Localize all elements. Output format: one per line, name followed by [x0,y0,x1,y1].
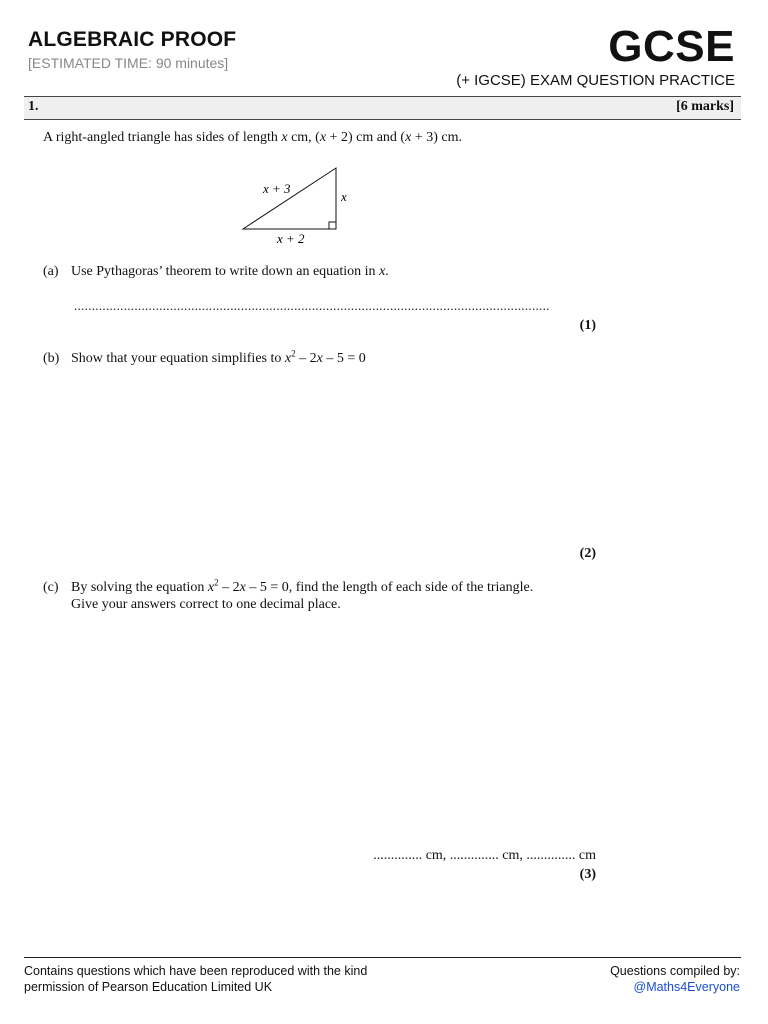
part-a-variable: x [379,264,386,279]
part-a-text [71,264,389,280]
stem-variable: x [319,130,327,145]
topic-title: ALGEBRAIC PROOF [28,28,237,51]
vertical-side-label: x [341,189,347,204]
equation-variable: x [284,351,292,366]
part-b-label: (b) [43,351,60,366]
footer-credit [610,963,740,995]
part-c-label: (c) [43,580,59,595]
part-a-answer-line[interactable]: ...................................................................................................................................... [74,298,550,313]
equation-part: – 5 = 0, find the length of each side of the triangle. [245,580,534,595]
equation-variable: x [239,580,246,595]
practice-subtitle: (+ IGCSE) EXAM QUESTION PRACTICE [456,72,735,89]
footer-permission [24,963,367,995]
stem-variable: x [281,130,288,145]
triangle-diagram [240,162,370,244]
author-handle-link[interactable]: @Maths4Everyone [633,980,740,994]
equation-part: – 2 [295,351,317,366]
stem-text: cm, ( [287,130,320,145]
footer-permission-line2: permission of Pearson Education Limited UK [24,980,273,994]
question-total-marks: [6 marks] [676,99,734,114]
stem-text: + 2) cm and ( [326,130,406,145]
part-b-text [71,348,366,367]
stem-text: A right-angled triangle has sides of length [43,130,282,145]
equation-part: – 2 [218,580,240,595]
footer-credit-label: Questions compiled by: [610,964,740,978]
part-c-instruction: Give your answers correct to one decimal place. [71,597,341,612]
stem-text: + 3) cm. [411,130,462,145]
footer-divider [24,957,741,958]
question-number: 1. [28,99,39,114]
part-a-text-main: Use Pythagoras’ theorem to write down an equation in [71,264,380,279]
equation-exponent: 2 [291,348,296,359]
equation-part: – 5 = 0 [322,351,366,366]
footer-permission-line1: Contains questions which have been reproduced with the kind [24,964,368,978]
equation-variable: x [316,351,323,366]
part-a-label: (a) [43,264,59,279]
triangle-shape [243,168,336,229]
part-a-text-end: . [385,264,389,279]
part-c-answer-line[interactable]: .............. cm, .............. cm, .............. cm [373,848,596,863]
estimated-time: [ESTIMATED TIME: 90 minutes] [28,55,229,71]
question-stem [43,130,462,146]
part-b-text-main: Show that your equation simplifies to [71,351,285,366]
equation-variable: x [207,580,215,595]
hypotenuse-label: x + 3 [263,181,291,196]
right-angle-marker [329,222,336,229]
part-b-marks: (2) [579,546,596,561]
part-c-text-main: By solving the equation [71,580,208,595]
stem-variable: x [405,130,412,145]
equation-exponent: 2 [214,577,219,588]
level-title: GCSE [608,22,735,71]
part-c-text [71,577,534,596]
part-c-marks: (3) [579,867,596,882]
base-side-label: x + 2 [277,231,305,244]
question-header-bar [24,96,741,120]
part-a-marks: (1) [579,318,596,333]
